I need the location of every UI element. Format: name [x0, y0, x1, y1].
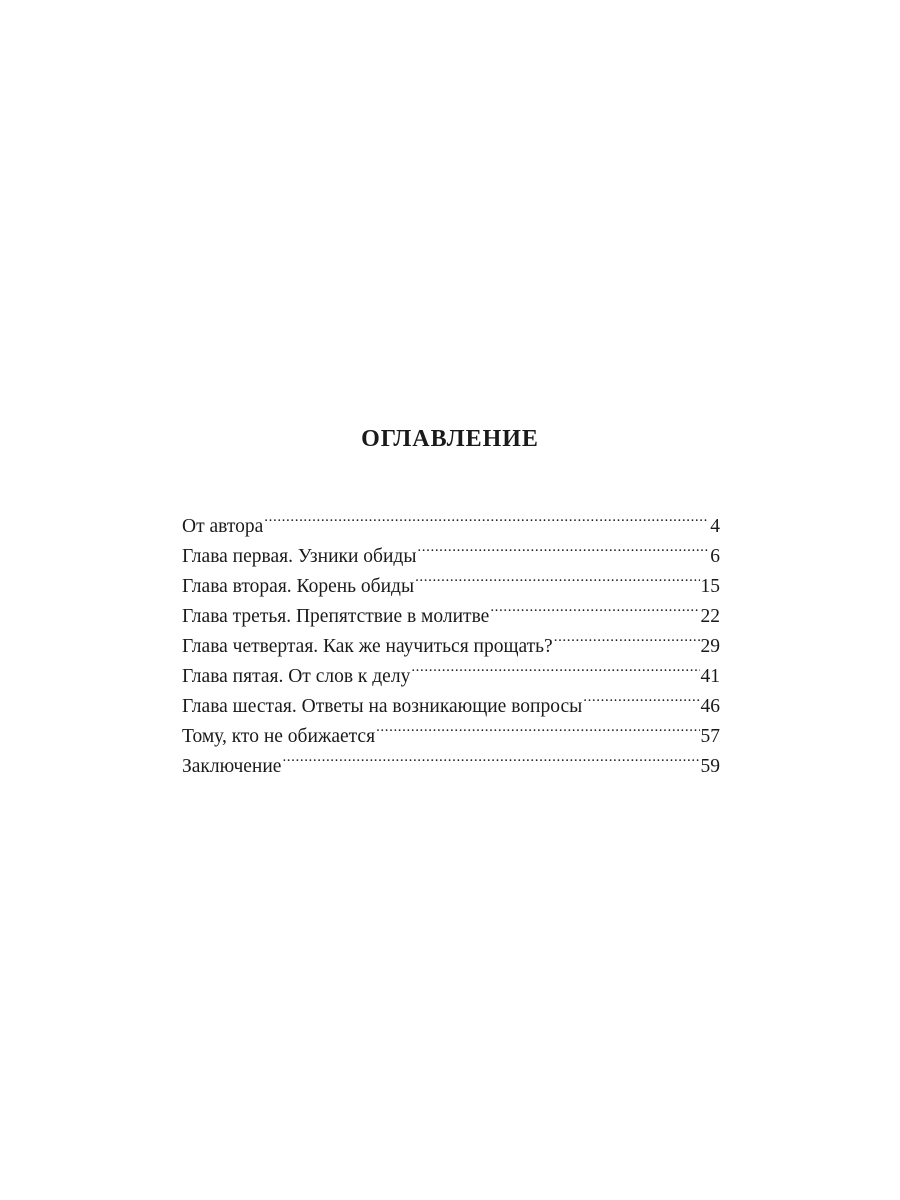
- table-of-contents: [182, 502, 720, 777]
- dot-leader: [417, 532, 709, 562]
- dot-leader: [554, 622, 700, 652]
- dot-leader: [411, 652, 699, 682]
- toc-entry-title: Тому, кто не обижается: [182, 726, 376, 747]
- toc-entry-title: Глава пятая. От слов к делу: [182, 666, 411, 687]
- dot-leader: [264, 502, 709, 532]
- dot-leader: [490, 592, 699, 622]
- toc-entry-page-number: 22: [700, 606, 720, 627]
- toc-entry-title: Глава первая. Узники обиды: [182, 546, 417, 567]
- toc-entry-title: Заключение: [182, 756, 282, 777]
- toc-entry-title: От автора: [182, 516, 264, 537]
- toc-entry-page-number: 4: [710, 516, 720, 537]
- toc-entry-page-number: 29: [700, 636, 720, 657]
- toc-entry-page-number: 57: [700, 726, 720, 747]
- toc-entry-page-number: 15: [700, 576, 720, 597]
- dot-leader: [415, 562, 699, 592]
- toc-entry-page-number: 6: [710, 546, 720, 567]
- toc-entry-page-number: 41: [700, 666, 720, 687]
- toc-entry-title: Глава третья. Препятствие в молитве: [182, 606, 490, 627]
- toc-entry-title: Глава четвертая. Как же научиться прощать?: [182, 636, 553, 657]
- dot-leader: [376, 712, 699, 742]
- toc-entry[interactable]: [182, 502, 720, 537]
- dot-leader: [282, 742, 699, 772]
- toc-entry-page-number: 59: [700, 756, 720, 777]
- toc-heading: ОГЛАВЛЕНИЕ: [361, 426, 539, 452]
- toc-entry-title: Глава вторая. Корень обиды: [182, 576, 415, 597]
- dot-leader: [583, 682, 699, 712]
- toc-entry-title: Глава шестая. Ответы на возникающие вопросы: [182, 696, 583, 717]
- toc-entry-page-number: 46: [700, 696, 720, 717]
